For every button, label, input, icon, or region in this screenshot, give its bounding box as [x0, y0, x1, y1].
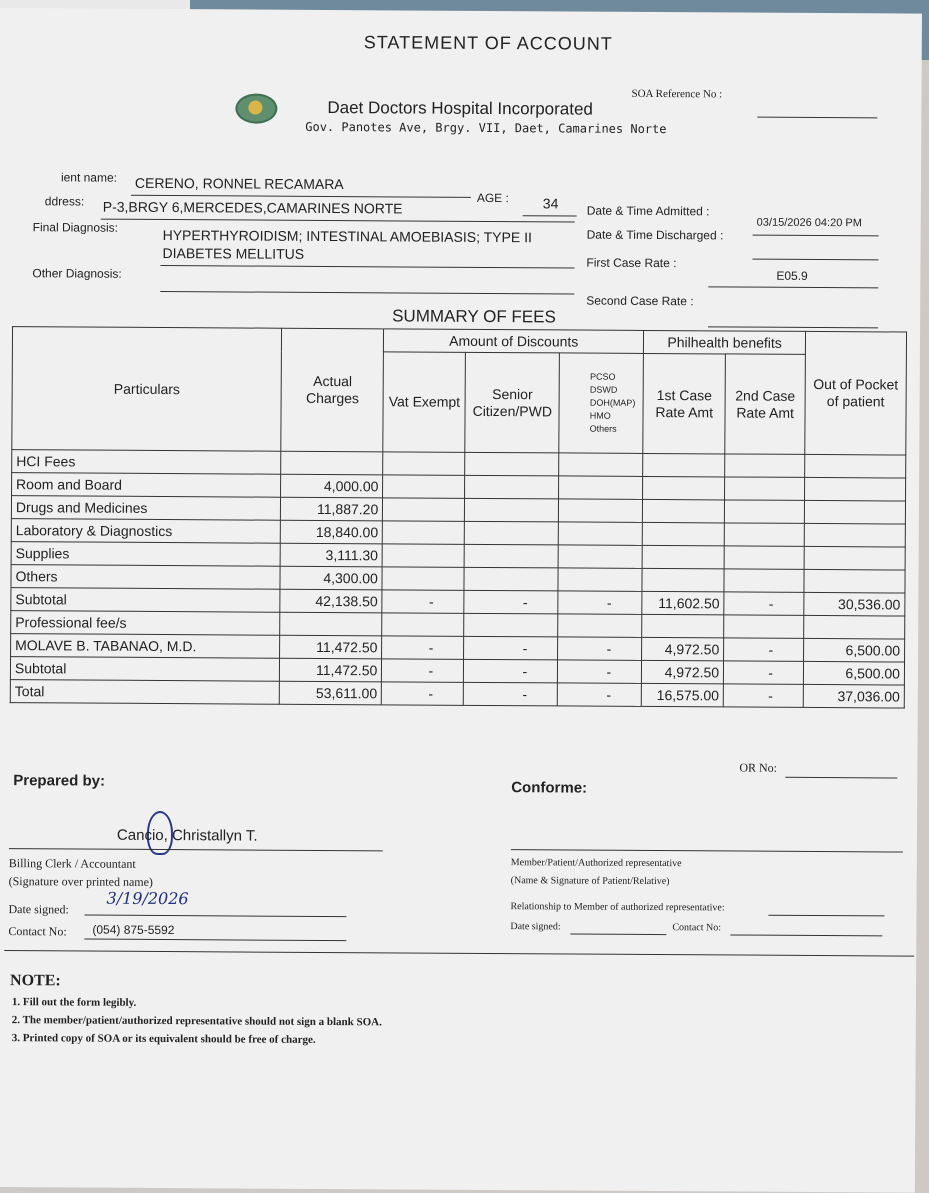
row-actual-charge	[281, 451, 383, 475]
row-vat-exempt	[383, 475, 465, 499]
row-other-discount	[558, 522, 642, 546]
row-first-case-amt: 4,972.50	[642, 660, 724, 684]
note-item-2: 2. The member/patient/authorized representative should not sign a blank SOA.	[11, 1014, 382, 1029]
second-case-rate-label: Second Case Rate :	[586, 293, 694, 309]
row-senior-pwd	[465, 452, 559, 476]
row-particular: Supplies	[11, 542, 281, 567]
age-value: 34	[542, 195, 559, 212]
document-title: STATEMENT OF ACCOUNT	[363, 32, 613, 54]
row-out-of-pocket	[804, 546, 905, 570]
row-other-discount: -	[558, 660, 642, 684]
row-particular: Subtotal	[11, 588, 281, 613]
row-particular: Drugs and Medicines	[11, 496, 281, 521]
admitted-value: 03/15/2026 04:20 PM	[756, 216, 862, 230]
second-case-rate-line	[708, 326, 878, 328]
row-second-case-amt	[724, 523, 804, 546]
row-vat-exempt: -	[382, 659, 464, 683]
row-second-case-amt	[724, 546, 804, 569]
row-particular: Room and Board	[12, 473, 282, 498]
dswd-option: DSWD	[589, 384, 618, 395]
other-diagnosis-label: Other Diagnosis:	[32, 266, 122, 281]
col-senior-pwd: Senior Citizen/PWD	[465, 352, 560, 453]
col-other-discounts	[559, 353, 644, 454]
or-no-line	[785, 777, 897, 779]
row-senior-pwd	[464, 613, 558, 637]
row-actual-charge: 4,300.00	[280, 566, 382, 590]
final-diagnosis-line1: HYPERTHYROIDISM; INTESTINAL AMOEBIASIS; TYPE II	[162, 226, 532, 246]
row-first-case-amt	[643, 476, 725, 500]
row-senior-pwd: -	[464, 590, 558, 614]
row-vat-exempt: -	[382, 636, 464, 660]
final-diagnosis-label: Final Diagnosis:	[32, 220, 119, 235]
age-label: AGE :	[476, 190, 509, 206]
row-vat-exempt	[382, 613, 464, 637]
col-second-case-amt: 2nd Case Rate Amt	[725, 354, 805, 454]
row-out-of-pocket	[805, 454, 906, 478]
row-out-of-pocket	[804, 500, 905, 524]
row-actual-charge: 53,611.00	[280, 681, 382, 705]
row-out-of-pocket: 6,500.00	[803, 661, 904, 685]
row-second-case-amt: -	[724, 592, 804, 615]
row-vat-exempt	[383, 521, 465, 545]
col-amount-of-discounts: Amount of Discounts	[384, 329, 644, 354]
row-second-case-amt: -	[724, 638, 804, 661]
row-first-case-amt: 4,972.50	[642, 637, 724, 661]
row-vat-exempt: -	[382, 590, 464, 614]
contact-line	[84, 939, 346, 942]
row-second-case-amt	[725, 454, 805, 477]
row-first-case-amt: 11,602.50	[642, 591, 724, 615]
row-senior-pwd	[464, 544, 558, 568]
row-senior-pwd: -	[464, 682, 558, 706]
col-actual-charges: Actual Charges	[281, 328, 384, 452]
soa-reference-line	[757, 117, 877, 119]
first-case-rate-label: First Case Rate :	[586, 255, 677, 271]
row-senior-pwd: -	[464, 659, 558, 683]
row-senior-pwd	[465, 498, 559, 522]
row-actual-charge: 11,472.50	[280, 635, 382, 659]
date-signed-label-2: Date signed:	[510, 921, 561, 933]
col-particulars: Particulars	[12, 327, 282, 452]
address-line	[101, 219, 575, 223]
hmo-option: HMO	[589, 410, 611, 421]
preparer-name: Cancio, Christallyn T.	[116, 826, 258, 845]
date-signed-value: 3/19/2026	[106, 888, 189, 909]
discharged-label: Date & Time Discharged :	[586, 227, 724, 243]
row-out-of-pocket	[804, 569, 905, 593]
col-philhealth: Philhealth benefits	[644, 330, 806, 354]
hospital-address: Gov. Panotes Ave, Brgy. VII, Daet, Camarines Norte	[305, 119, 667, 137]
fees-table	[10, 326, 907, 708]
row-first-case-amt	[643, 453, 725, 477]
row-first-case-amt: 16,575.00	[641, 683, 723, 707]
row-particular: Total	[10, 680, 280, 705]
row-other-discount	[558, 568, 642, 592]
row-second-case-amt	[725, 500, 805, 523]
row-out-of-pocket	[804, 523, 905, 547]
conforme-label: Conforme:	[511, 779, 588, 797]
row-vat-exempt	[382, 567, 464, 591]
hospital-name: Daet Doctors Hospital Incorporated	[327, 98, 593, 119]
row-vat-exempt: -	[382, 682, 464, 706]
first-case-rate-value: E05.9	[776, 268, 808, 283]
first-case-rate-line	[708, 286, 878, 288]
row-first-case-amt	[643, 499, 725, 523]
prepared-by-label: Prepared by:	[13, 772, 106, 790]
row-other-discount	[559, 476, 643, 500]
patient-name: CERENO, RONNEL RECAMARA	[134, 174, 344, 193]
member-line	[511, 849, 903, 852]
row-other-discount	[559, 453, 643, 477]
discharged-line	[752, 259, 878, 261]
contact-line-2	[730, 934, 882, 936]
table-header-row-1	[12, 327, 906, 355]
pcso-option: PCSO	[589, 371, 616, 382]
admitted-line	[753, 235, 879, 237]
row-senior-pwd	[464, 521, 558, 545]
patient-name-label: ient name:	[60, 170, 118, 185]
row-second-case-amt	[724, 615, 804, 638]
row-senior-pwd	[465, 475, 559, 499]
row-second-case-amt: -	[724, 661, 804, 684]
billing-clerk-label: Billing Clerk / Accountant	[8, 856, 136, 871]
contact-label: Contact No:	[8, 924, 67, 939]
row-actual-charge: 42,138.50	[280, 589, 382, 613]
date-signed-line	[84, 915, 346, 918]
row-first-case-amt	[642, 522, 724, 546]
row-particular: Laboratory & Diagnostics	[11, 519, 281, 544]
admitted-label: Date & Time Admitted :	[586, 203, 710, 219]
hospital-logo-icon	[235, 93, 277, 123]
row-particular: Subtotal	[10, 657, 280, 682]
row-other-discount: -	[557, 683, 641, 707]
table-row	[10, 680, 904, 708]
row-first-case-amt	[642, 545, 724, 569]
or-no-label: OR No:	[739, 760, 778, 775]
row-other-discount: -	[558, 637, 642, 661]
row-particular: HCI Fees	[12, 450, 282, 475]
row-other-discount	[559, 499, 643, 523]
row-out-of-pocket: 37,036.00	[803, 684, 904, 708]
final-diagnosis-line	[160, 265, 574, 269]
summary-title: SUMMARY OF FEES	[392, 306, 556, 327]
row-second-case-amt	[725, 477, 805, 500]
row-vat-exempt	[383, 452, 465, 476]
row-second-case-amt	[724, 569, 804, 592]
relationship-label: Relationship to Member of authorized representative:	[510, 901, 725, 914]
row-second-case-amt: -	[723, 684, 803, 707]
row-actual-charge: 3,111.30	[281, 543, 383, 567]
member-representative-label: Member/Patient/Authorized representative	[510, 857, 682, 870]
row-first-case-amt	[642, 614, 724, 638]
soa-reference-label: SOA Reference No :	[631, 87, 723, 101]
footer-divider	[4, 950, 914, 957]
other-diagnosis-line	[160, 291, 574, 295]
others-option: Others	[589, 423, 617, 434]
row-other-discount	[558, 614, 642, 638]
row-other-discount: -	[558, 591, 642, 615]
row-out-of-pocket	[804, 615, 905, 639]
row-senior-pwd: -	[464, 636, 558, 660]
col-first-case-amt: 1st Case Rate Amt	[643, 353, 726, 453]
row-particular: MOLAVE B. TABANAO, M.D.	[11, 634, 281, 659]
contact-value: (054) 875-5592	[92, 922, 175, 938]
note-item-3: 3. Printed copy of SOA or its equivalent should be free of charge.	[11, 1032, 316, 1046]
row-out-of-pocket: 6,500.00	[804, 638, 905, 662]
row-vat-exempt	[383, 498, 465, 522]
date-signed-label: Date signed:	[8, 902, 69, 917]
row-particular: Professional fee/s	[11, 611, 281, 636]
row-actual-charge: 11,887.20	[281, 497, 383, 521]
final-diagnosis-line2: DIABETES MELLITUS	[162, 244, 305, 262]
row-vat-exempt	[382, 544, 464, 568]
row-actual-charge	[280, 612, 382, 636]
row-senior-pwd	[464, 567, 558, 591]
name-signature-label: (Name & Signature of Patient/Relative)	[510, 875, 670, 888]
row-out-of-pocket	[805, 477, 906, 501]
date-signed-line-2	[570, 934, 666, 936]
contact-label-2: Contact No:	[672, 922, 722, 934]
signature-over-name-label: (Signature over printed name)	[8, 874, 153, 889]
col-out-of-pocket: Out of Pocket of patient	[805, 331, 907, 455]
row-particular: Others	[11, 565, 281, 590]
patient-address: P-3,BRGY 6,MERCEDES,CAMARINES NORTE	[102, 198, 403, 217]
row-first-case-amt	[642, 568, 724, 592]
statement-document	[0, 8, 922, 1193]
row-actual-charge: 4,000.00	[281, 474, 383, 498]
row-out-of-pocket: 30,536.00	[804, 592, 905, 616]
col-vat-exempt: Vat Exempt	[383, 352, 466, 452]
row-actual-charge: 18,840.00	[281, 520, 383, 544]
patient-name-line	[131, 195, 471, 198]
address-label: ddress:	[44, 194, 85, 209]
relationship-line	[768, 915, 884, 917]
note-item-1: 1. Fill out the form legibly.	[11, 996, 137, 1009]
preparer-line	[9, 848, 383, 851]
row-other-discount	[558, 545, 642, 569]
row-actual-charge: 11,472.50	[280, 658, 382, 682]
age-line	[523, 215, 577, 216]
note-title: NOTE:	[10, 972, 61, 990]
doh-option: DOH(MAP)	[589, 397, 636, 408]
